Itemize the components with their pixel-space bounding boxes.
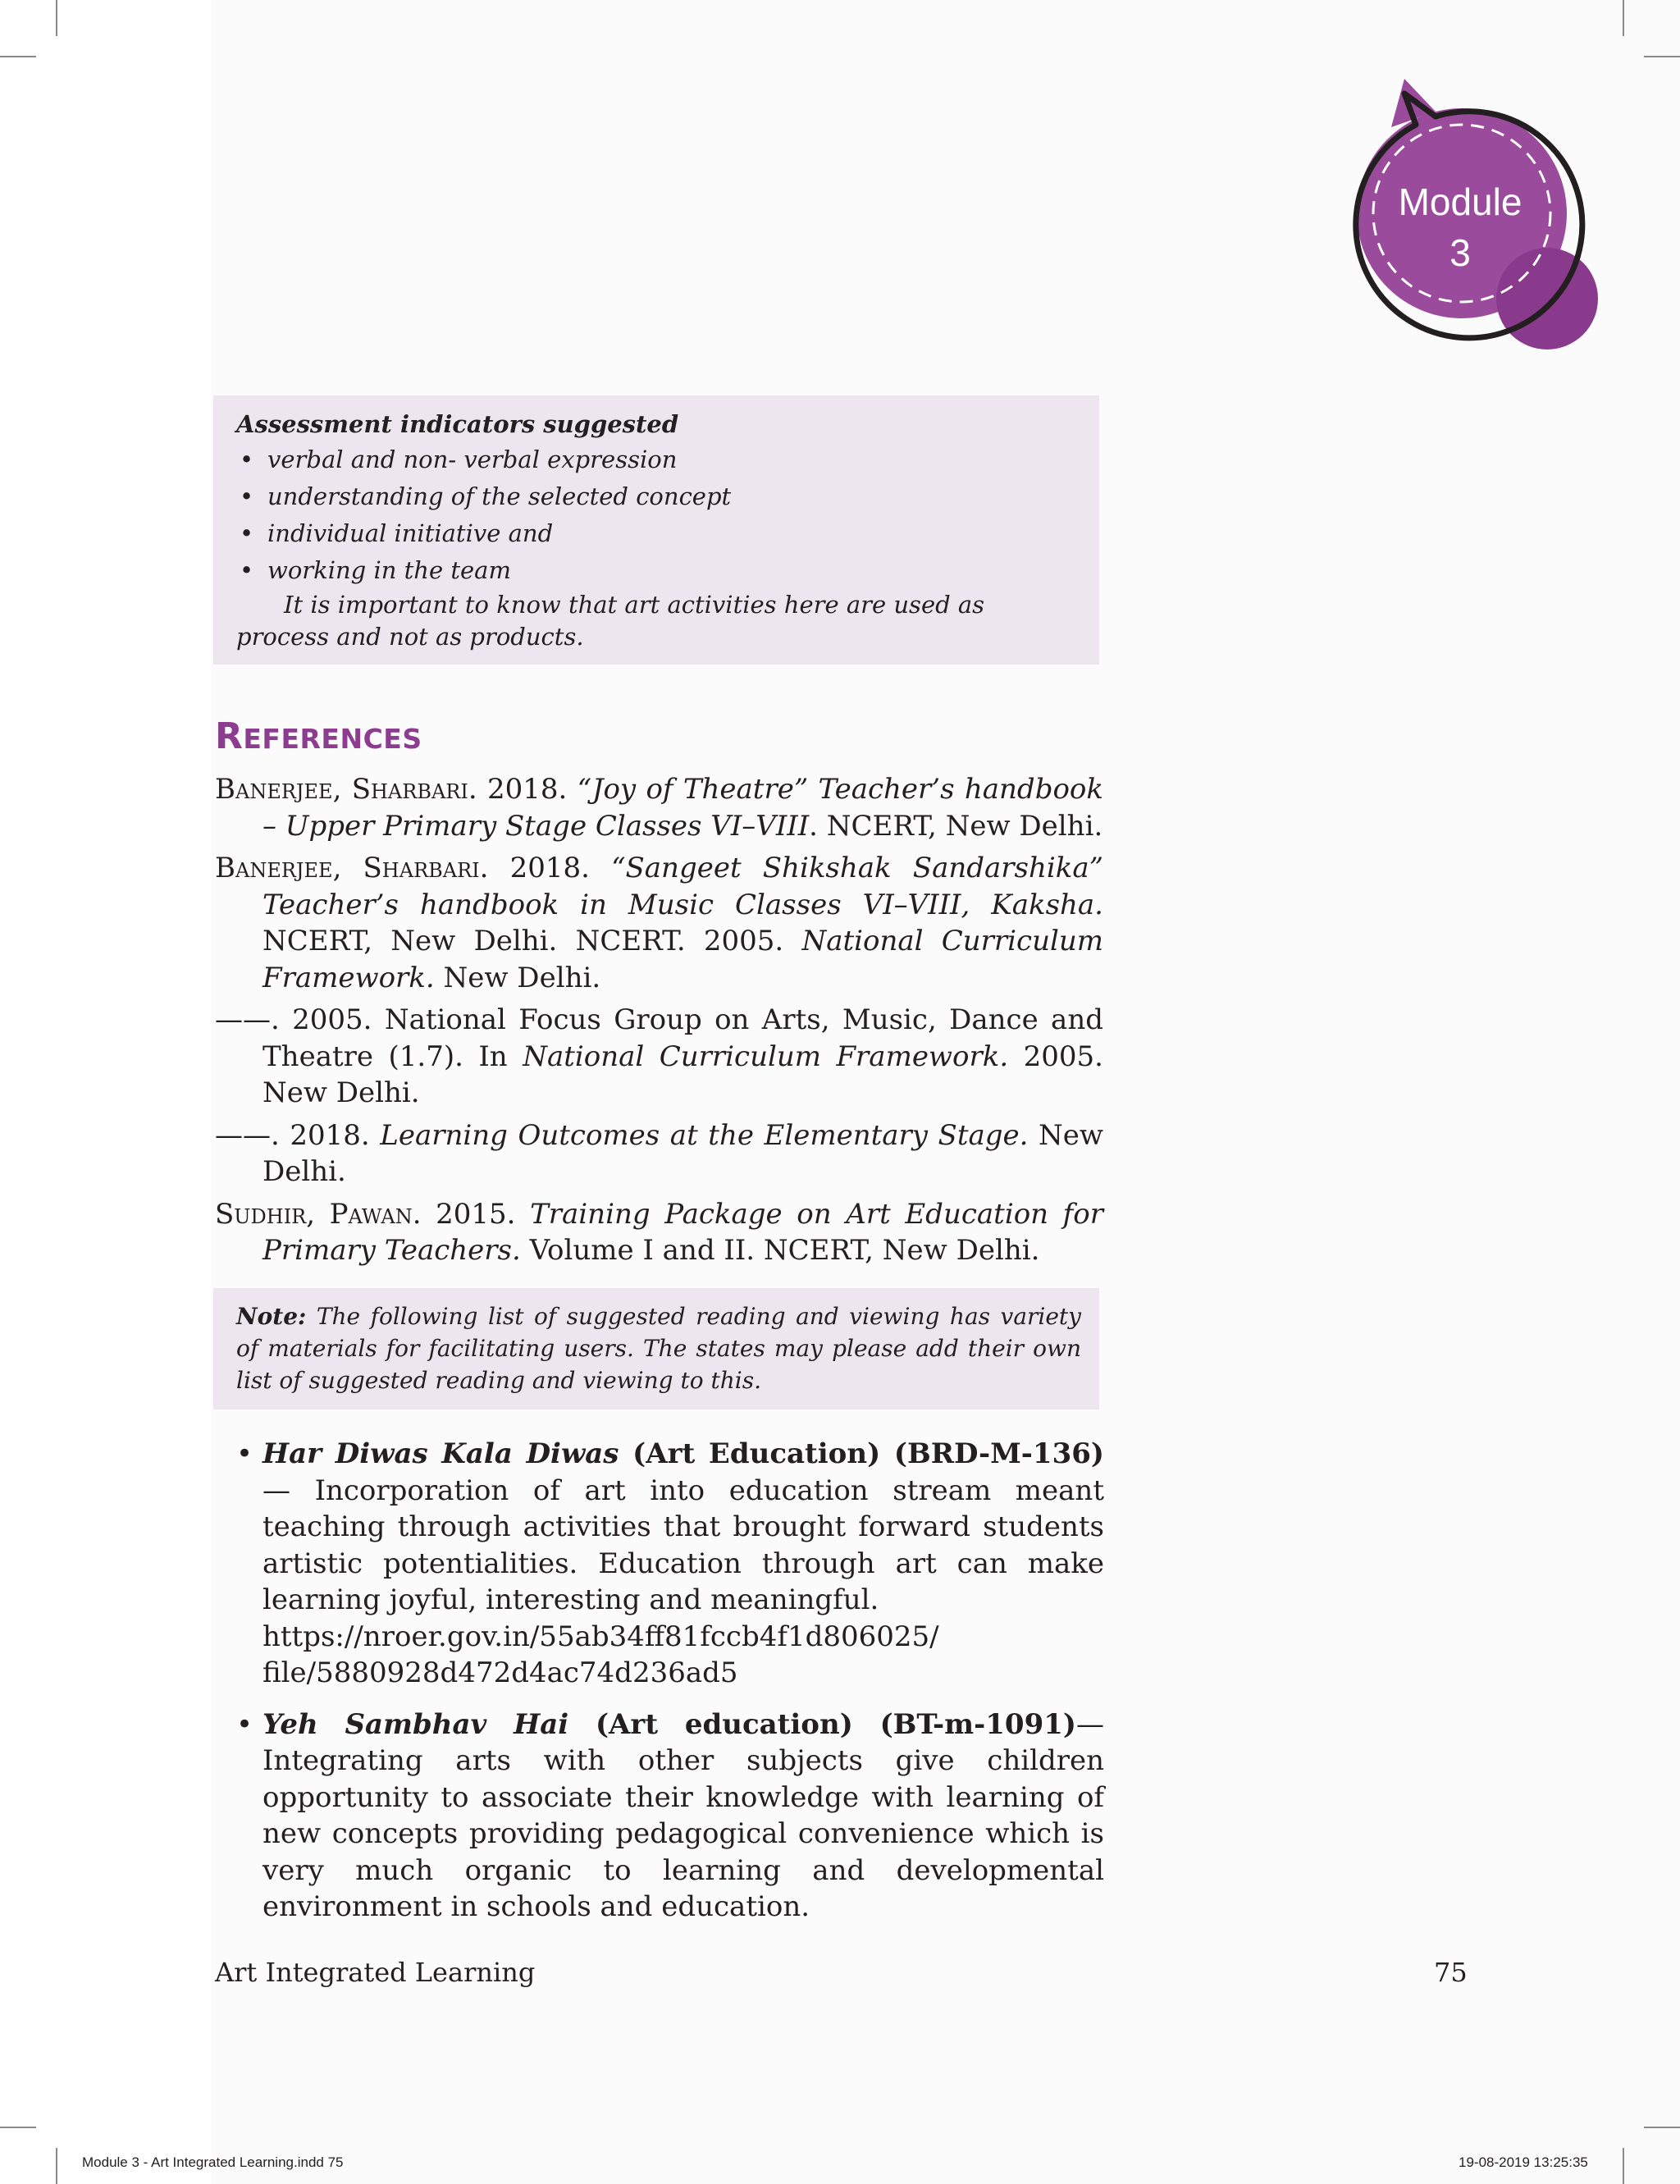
reference-entry: Banerjee, Sharbari. 2018. “Joy of Theatre” Teacher’s handbook – Upper Primary Stage Classes VI–VIII. NCERT, New Delhi. [215,773,1104,843]
assessment-title: Assessment indicators suggested [236,410,679,438]
resource-title: Har Diwas Kala Diwas [262,1437,619,1470]
resource-link[interactable]: https://nroer.gov.in/55ab34ff81fccb4f1d806025/ [262,1620,939,1653]
list-item: • verbal and non- verbal expression [236,441,731,478]
note-label: Note: [236,1303,307,1330]
resource-item: • Har Diwas Kala Diwas (Art Education) (BRD-M-136)— Incorporation of art into education stream meant teaching through activities that brought forward students artistic potentialities. Education through art can make learning joyful, interesting and meaningful. https://nroer.gov.in/55ab34ff81fccb4f1d806025/ file/5880928d472d4ac74d236ad5 [236,1436,1104,1692]
list-item: • understanding of the selected concept [236,478,731,515]
crop-mark [0,56,36,57]
note-text: Note: The following list of suggested reading and viewing has variety of materials for facilitating users. The states may please add their own list of suggested reading and viewing to this. [236,1303,1081,1394]
list-item: • individual initiative and [236,515,731,552]
slug-datetime: 19-08-2019 13:25:35 [1459,2154,1588,2170]
reference-entry: ——. 2018. Learning Outcomes at the Elementary Stage. New Delhi. [215,1118,1103,1188]
slug-filename: Module 3 - Art Integrated Learning.indd 75 [82,2154,344,2170]
assessment-list [236,441,731,589]
module-badge-label [1354,176,1567,278]
module-label: Module [1398,180,1522,223]
resource-description: Integrating arts with other subjects give children opportunity to associate their knowledge with learning of new concepts providing pedagogical convenience which is very much organic to learning and developmental environment in schools and education. [262,1744,1104,1923]
references-list [215,771,1103,1275]
reference-entry: Sudhir, Pawan. 2015. Training Package on Art Education for Primary Teachers. Volume I and II. NCERT, New Delhi. [215,1197,1103,1267]
crop-mark [0,2127,36,2128]
resource-link[interactable]: file/5880928d472d4ac74d236ad5 [262,1656,738,1689]
resource-title: Yeh Sambhav Hai [262,1707,569,1741]
reference-entry: ——. 2005. National Focus Group on Arts, Music, Dance and Theatre (1.7). In National Curriculum Framework. 2005. New Delhi. [215,1003,1103,1109]
crop-mark [56,0,57,36]
references-heading: REFERENCES [215,715,422,757]
page-number: 75 [1434,1957,1468,1988]
assessment-note: It is important to know that art activities here are used as process and not as products. [236,591,985,651]
crop-mark [56,2148,57,2184]
reference-entry: Banerjee, Sharbari. 2018. “Sangeet Shikshak Sandarshika” Teacher’s handbook in Music Classes VI–VIII, Kaksha. NCERT, New Delhi. NCERT. 2005. National Curriculum Framework. New Delhi. [215,852,1104,994]
crop-mark [1623,2148,1624,2184]
list-item: • working in the team [236,552,731,589]
crop-mark [1644,56,1680,57]
resource-description: Incorporation of art into education stream meant teaching through activities that brought forward students artistic potentialities. Education through art can make learning joyful, interesting and meaningful. [262,1474,1104,1616]
crop-mark [1644,2127,1680,2128]
resource-item: • Yeh Sambhav Hai (Art education) (BT-m-1091)— Integrating arts with other subjects give children opportunity to associate their knowledge with learning of new concepts providing pedagogical convenience which is very much organic to learning and developmental environment in schools and education. [236,1707,1104,1926]
resource-list [236,1436,1104,1940]
footer-title: Art Integrated Learning [215,1957,536,1988]
crop-mark [1623,0,1624,36]
module-number: 3 [1449,231,1471,274]
